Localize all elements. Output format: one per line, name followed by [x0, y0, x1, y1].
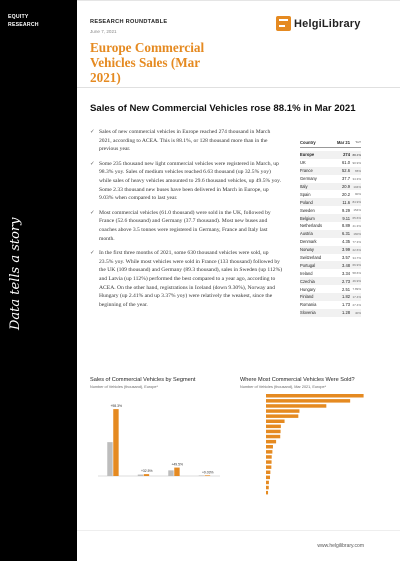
- bullet-item: [90, 160, 283, 203]
- check-icon: ✓: [90, 209, 95, 216]
- logo[interactable]: [276, 16, 361, 31]
- table-row: [300, 238, 361, 246]
- table-cell-country: Ireland: [300, 270, 313, 276]
- logo-text: HelgiLibrary: [294, 17, 361, 30]
- country-chart-subtitle: Number of Vehicles (thousand), Mar 2021, Europe*: [240, 385, 327, 389]
- table-cell-country: Romania: [300, 302, 317, 308]
- table-row: [300, 214, 361, 222]
- table-row: [300, 230, 361, 238]
- bar: [205, 475, 210, 476]
- table-cell-value: 2.73: [342, 278, 350, 284]
- table-cell-yoy: 7.89%: [352, 287, 361, 292]
- bar: [266, 471, 270, 475]
- table-row: [300, 246, 361, 254]
- table-cell-value: 9.29: [342, 207, 350, 213]
- table-cell-country: Czechia: [300, 278, 315, 284]
- table-row: [300, 277, 361, 285]
- table-cell-yoy: 41.3%: [352, 223, 361, 228]
- table-cell-yoy: 65.6%: [352, 216, 361, 221]
- table-row: [300, 222, 361, 230]
- bullet-item: [90, 209, 283, 243]
- table-cell-yoy: 84.9%: [352, 200, 361, 205]
- table-cell-value: 3.34: [342, 270, 350, 276]
- table-cell-country: Hungary: [300, 286, 316, 292]
- table-cell-yoy: 90%: [354, 192, 361, 197]
- sidebar: [0, 0, 77, 561]
- check-icon: ✓: [90, 129, 95, 135]
- header-top-rule: [77, 0, 400, 1]
- bullet-text: Some 235 thousand new light commercial vehicles were registered in March, up 98.3% yoy. Sales of medium vehicles reached 6.63 thousand (up 32.5% yoy) while sales of heavy vehicles amounted to 29.6 thousand vehicles, up 49.5% yoy. Some 2.33 thousand new buses have been delivered in March in Europe, up 9.03% when compared to last year.: [99, 160, 282, 202]
- table-cell-yoy: 34.7%: [352, 255, 361, 260]
- table-cell-yoy: 65%: [354, 168, 361, 173]
- table-cell-country: Finland: [300, 294, 314, 300]
- table-cell-value: 20.2: [342, 191, 350, 197]
- table-cell-country: Denmark: [300, 239, 317, 245]
- table-row: [300, 261, 361, 269]
- table-cell-yoy: 104%: [353, 184, 361, 189]
- data-label: +98.3%: [110, 404, 123, 409]
- bullet-list: [90, 128, 283, 315]
- table-cell-country: Poland: [300, 199, 313, 205]
- table-cell-yoy: 154%: [353, 208, 361, 213]
- table-cell-value: 37.7: [342, 176, 350, 182]
- sidebar-line-2: RESEARCH: [8, 22, 39, 28]
- table-cell-country: Netherlands: [300, 223, 323, 229]
- table-cell-value: 8.89: [342, 223, 350, 229]
- footer-divider: [77, 530, 400, 531]
- table-cell-value: 9.11: [342, 215, 350, 221]
- bullet-item: [90, 128, 283, 154]
- table-cell-value: 3.57: [342, 255, 350, 261]
- bullet-item: [90, 249, 283, 309]
- table-row: [300, 301, 361, 309]
- table-cell-country: Norway: [300, 247, 314, 253]
- table-cell-yoy: 90.9%: [352, 160, 361, 165]
- table-cell-yoy: 22.6%: [352, 247, 361, 252]
- bar: [266, 450, 272, 454]
- bar: [144, 474, 149, 476]
- bar: [266, 399, 350, 403]
- bar: [266, 430, 281, 434]
- bar: [266, 445, 273, 449]
- bar: [266, 404, 326, 408]
- data-label: +9.03%: [201, 470, 214, 475]
- table-cell-country: Europe: [300, 152, 315, 158]
- table-row: [300, 309, 361, 317]
- country-bar-chart: [240, 392, 375, 502]
- logo-icon: [276, 16, 291, 31]
- table-row: [300, 206, 361, 214]
- table-cell-yoy: 40%: [354, 310, 361, 315]
- table-cell-value: 20.9: [342, 184, 350, 189]
- table-row: [300, 159, 361, 167]
- table-cell-country: Italy: [300, 184, 308, 189]
- country-sales-table: [300, 140, 361, 317]
- table-cell-value: 11.6: [342, 199, 350, 205]
- bar: [199, 475, 204, 476]
- sidebar-line-1: EQUITY: [8, 14, 29, 20]
- bullet-text: In the first three months of 2021, some 630 thousand vehicles were sold, up 23.5% yoy. While most vehicles were sold in France (133 thousand) followed by the UK (109 thousand) and Germany (89.3 thousand), sales in Sweden (up 112%) and Latvia (up 112%) performed the best compared to a year ago, according to ACEA. On the other hand, registrations in Iceland (down 9.30%), Norway and Hungary (up 2.41% and up 3.37% yoy) were relatively the weakest, since the beginning of the year.: [99, 250, 283, 308]
- kicker: RESEARCH ROUNDTABLE: [90, 19, 168, 25]
- table-cell-country: Belgium: [300, 215, 315, 221]
- table-row: [300, 293, 361, 301]
- check-icon: ✓: [90, 160, 95, 167]
- bar: [266, 414, 298, 418]
- table-cell-country: Switzerland: [300, 255, 322, 261]
- table-cell-value: 2.51: [342, 286, 350, 292]
- bar: [107, 442, 112, 476]
- bar: [266, 440, 276, 444]
- footer-url[interactable]: www.helgilibrary.com: [317, 543, 364, 549]
- bar: [266, 486, 269, 490]
- country-chart-title: Where Most Commercial Vehicles Were Sold?: [240, 377, 355, 383]
- table-cell-value: 52.6: [342, 168, 350, 174]
- table-cell-value: 1.28: [342, 310, 350, 316]
- table-cell-yoy: 77.3%: [352, 239, 361, 244]
- table-cell-value: 3.99: [342, 247, 350, 253]
- data-label: +49.5%: [171, 462, 184, 467]
- table-cell-country: Austria: [300, 231, 313, 237]
- bar: [266, 394, 364, 398]
- bar: [168, 470, 173, 476]
- table-cell-country: Sweden: [300, 207, 315, 213]
- table-cell-yoy: 66.9%: [352, 263, 361, 268]
- table-header: [300, 140, 361, 148]
- table-cell-yoy: 88.1%: [352, 152, 361, 157]
- table-row: [300, 190, 361, 198]
- data-label: +32.5%: [140, 469, 153, 474]
- sidebar-label: [8, 13, 39, 29]
- table-cell-yoy: 17.4%: [352, 294, 361, 299]
- table-cell-value: 3.48: [342, 262, 350, 268]
- bar: [266, 420, 285, 424]
- table-row: [300, 167, 361, 175]
- table-cell-value: 1.73: [342, 302, 350, 308]
- table-cell-yoy: 46.9%: [352, 279, 361, 284]
- check-icon: ✓: [90, 250, 95, 257]
- page-title: Europe Commercial Vehicles Sales (Mar 2021): [90, 40, 205, 85]
- table-cell-value: 6.31: [342, 231, 350, 237]
- table-row: [300, 183, 361, 191]
- bar: [266, 435, 280, 439]
- table-cell-yoy: 58.6%: [352, 271, 361, 276]
- table-cell-country: Spain: [300, 191, 311, 197]
- table-cell-country: France: [300, 168, 313, 174]
- table-row: [300, 254, 361, 262]
- table-cell-yoy: 27.4%: [352, 302, 361, 307]
- table-cell-value: 4.35: [342, 239, 350, 245]
- table-cell-country: Germany: [300, 176, 317, 182]
- table-cell-country: Portugal: [300, 262, 316, 268]
- table-row: [300, 198, 361, 206]
- table-row: [300, 285, 361, 293]
- bar: [113, 409, 118, 476]
- table-cell-value: 1.82: [342, 294, 350, 300]
- bar: [266, 460, 272, 464]
- table-cell-value: 274: [343, 152, 350, 158]
- segment-bar-chart: [90, 392, 225, 492]
- table-row: [300, 269, 361, 277]
- table-row: [300, 175, 361, 183]
- table-cell-value: 61.0: [342, 160, 350, 166]
- table-header-yoy: YoY: [355, 140, 361, 144]
- table-cell-country: Slovenia: [300, 310, 316, 316]
- bar: [266, 455, 272, 459]
- table-header-country: Country: [300, 140, 316, 145]
- segment-chart-subtitle: Number of Vehicles (thousand), Europe*: [90, 385, 158, 389]
- bar: [138, 475, 143, 476]
- bullet-text: Sales of new commercial vehicles in Europe reached 274 thousand in March 2021, according to ACEA. This is 88.1%, or 128 thousand more than in the previous year.: [99, 129, 271, 153]
- table-row: [300, 151, 361, 159]
- bar: [266, 476, 270, 480]
- table-cell-yoy: 160%: [353, 231, 361, 236]
- bar: [266, 491, 268, 495]
- bar: [266, 409, 299, 413]
- bar: [174, 468, 179, 476]
- table-cell-country: UK: [300, 160, 306, 166]
- headline: Sales of New Commercial Vehicles rose 88.1% in Mar 2021: [90, 103, 356, 114]
- bar: [266, 425, 281, 429]
- sidebar-tagline: Data tells a story: [8, 217, 23, 330]
- publish-date: June 7, 2021: [90, 29, 117, 34]
- segment-chart-title: Sales of Commercial Vehicles by Segment: [90, 377, 196, 383]
- bar: [266, 465, 271, 469]
- bar: [266, 481, 269, 485]
- table-cell-yoy: 34.3%: [352, 176, 361, 181]
- table-header-mar21: Mar 21: [337, 140, 350, 145]
- bullet-text: Most commercial vehicles (61.0 thousand) were sold in the UK, followed by France (52.6 thousand) and Germany (37.7 thousand). Most new buses and coaches above 3.5 tonnes were registered in Germany, France and Italy last month.: [99, 209, 271, 242]
- header-divider: [77, 87, 400, 88]
